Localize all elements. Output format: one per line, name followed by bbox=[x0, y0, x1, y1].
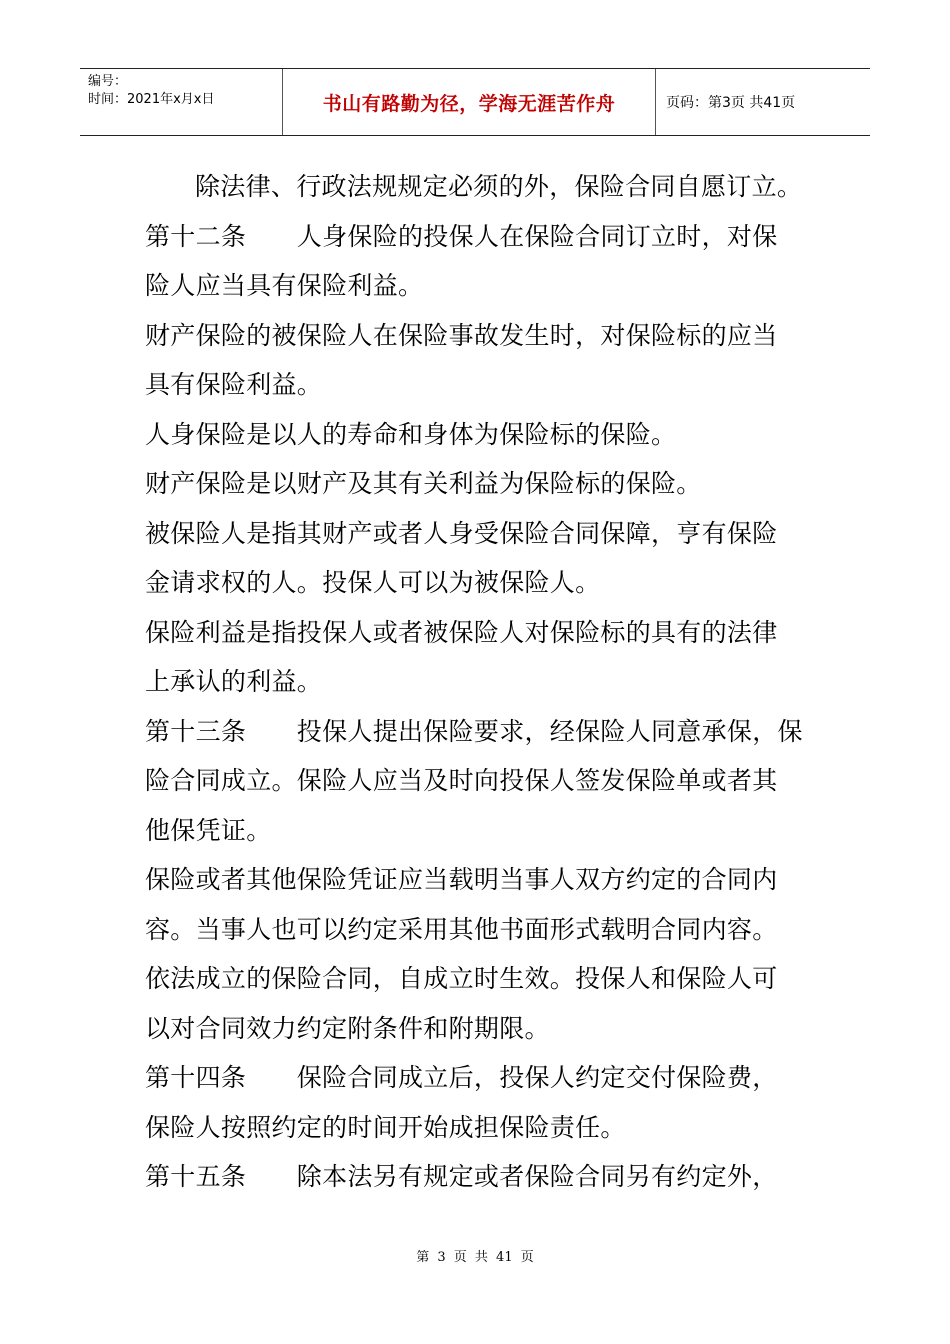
text-line: 保险人按照约定的时间开始成担保险责任。 bbox=[145, 1112, 626, 1142]
page-footer: 第 3 页 共 41 页 bbox=[416, 1250, 534, 1265]
header-page-info-cell bbox=[656, 69, 870, 135]
text-line: 上承认的利益。 bbox=[145, 667, 323, 696]
text-line: 第十四条 保险合同成立后，投保人约定交付保险费， bbox=[145, 1063, 778, 1092]
header-motto-cell bbox=[282, 69, 656, 135]
time-label: 时间：2021年x月x日 bbox=[88, 92, 215, 107]
text-line: 险合同成立。保险人应当及时向投保人签发保险单或者其 bbox=[145, 766, 778, 795]
text-line: 第十五条 除本法另有规定或者保险合同另有约定外， bbox=[145, 1162, 778, 1191]
text-line: 保险或者其他保险凭证应当载明当事人双方约定的合同内 bbox=[145, 865, 778, 894]
document-body bbox=[145, 162, 825, 1202]
text-line: 财产保险是以财产及其有关利益为保险标的保险。 bbox=[145, 469, 702, 498]
text-line: 依法成立的保险合同，自成立时生效。投保人和保险人可 bbox=[145, 964, 778, 993]
text-line: 人身保险是以人的寿命和身体为保险标的保险。 bbox=[145, 419, 677, 449]
page-info: 页码：第3页 共41页 bbox=[666, 95, 796, 111]
text-line: 除法律、行政法规规定必须的外，保险合同自愿订立。 bbox=[195, 172, 803, 201]
text-line: 第十二条 人身保险的投保人在保险合同订立时，对保 bbox=[145, 221, 778, 251]
motto-text: 书山有路勤为径，学海无涯苦作舟 bbox=[322, 92, 616, 115]
text-line: 具有保险利益。 bbox=[145, 370, 323, 399]
text-line: 金请求权的人。投保人可以为被保险人。 bbox=[145, 568, 601, 597]
text-line: 险人应当具有保险利益。 bbox=[145, 271, 424, 300]
text-line: 保险利益是指投保人或者被保险人对保险标的具有的法律 bbox=[145, 617, 778, 647]
text-line: 第十三条 投保人提出保险要求，经保险人同意承保，保 bbox=[145, 716, 803, 746]
number-label: 编号： bbox=[88, 74, 128, 89]
text-line: 以对合同效力约定附条件和附期限。 bbox=[145, 1013, 550, 1043]
header-meta bbox=[80, 69, 282, 135]
page-header bbox=[80, 68, 870, 136]
text-line: 容。当事人也可以约定采用其他书面形式载明合同内容。 bbox=[145, 914, 778, 944]
text-line: 被保险人是指其财产或者人身受保险合同保障，亨有保险 bbox=[145, 518, 778, 548]
text-line: 他保凭证。 bbox=[145, 815, 272, 845]
text-line: 财产保险的被保险人在保险事故发生时，对保险标的应当 bbox=[145, 320, 778, 350]
